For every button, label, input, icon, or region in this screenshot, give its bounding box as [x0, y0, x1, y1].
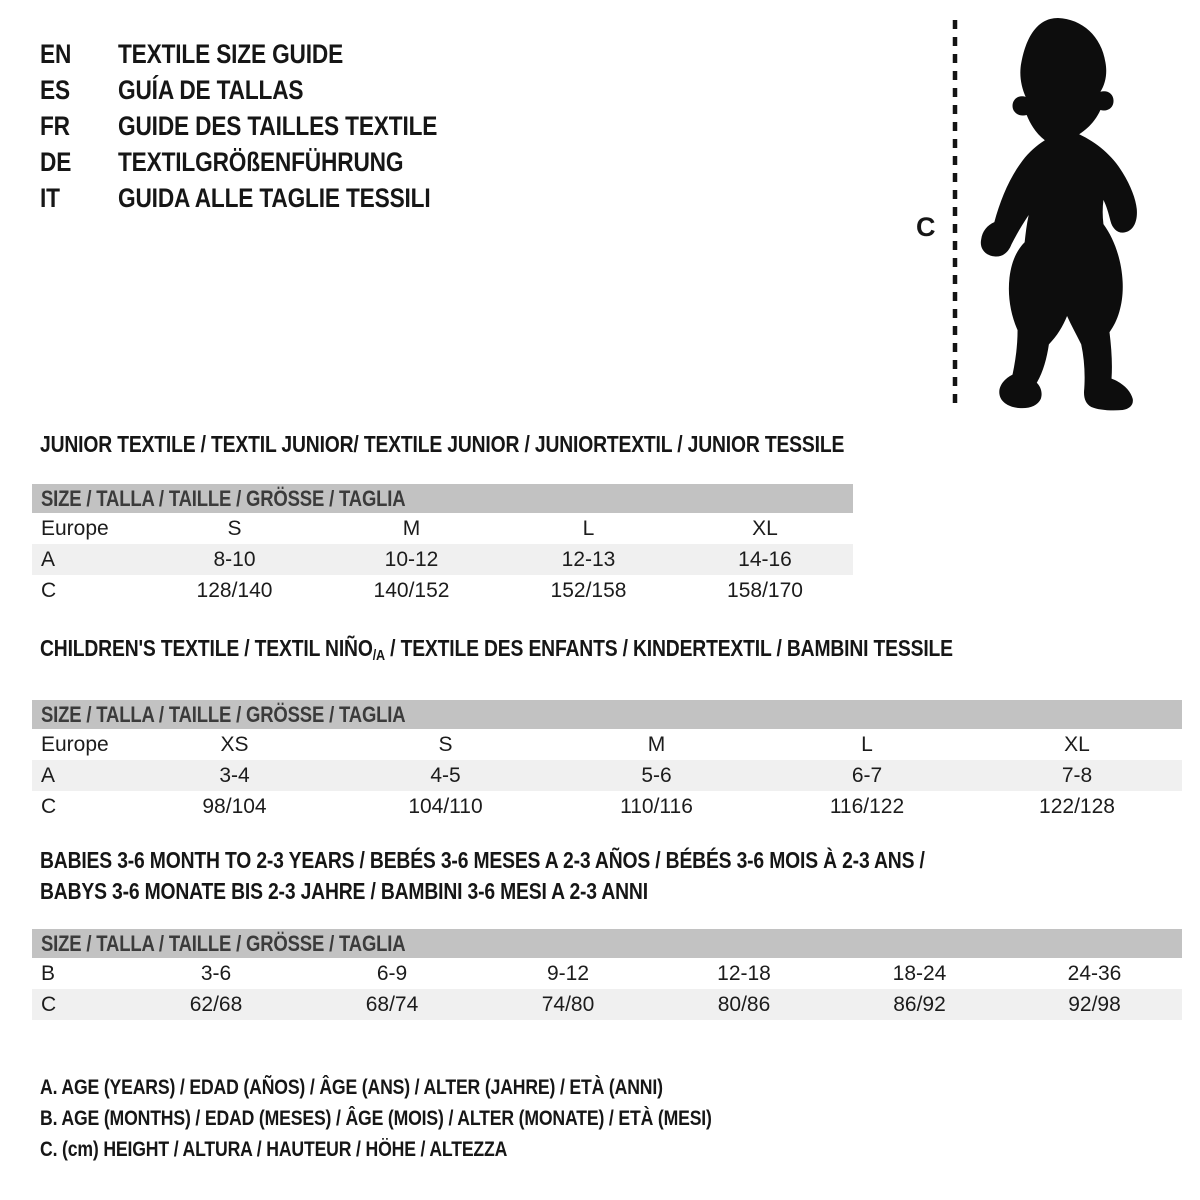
- table-row-europe: [32, 513, 853, 544]
- table-row-height: [32, 575, 853, 606]
- size-cell: L: [861, 732, 873, 756]
- size-cell: 104/110: [408, 794, 483, 818]
- legend-line-c: C. (cm) HEIGHT / ALTURA / HAUTEUR / HÖHE / ALTEZZA: [40, 1138, 508, 1161]
- size-header-label: SIZE / TALLA / TAILLE / GRÖSSE / TAGLIA: [41, 486, 406, 511]
- row-label: A: [41, 547, 56, 571]
- children-size-header-bar: [32, 700, 1182, 729]
- babies-table: [32, 958, 1182, 1020]
- lang-title: TEXTILGRÖßENFÜHRUNG: [118, 146, 404, 177]
- size-cell: XL: [1064, 732, 1090, 756]
- legend: [40, 1072, 840, 1165]
- size-cell: 110/116: [620, 794, 693, 818]
- size-cell: 4-5: [430, 763, 461, 787]
- size-cell: 8-10: [213, 547, 256, 571]
- size-cell: 122/128: [1039, 794, 1115, 818]
- row-label: C: [41, 992, 57, 1016]
- height-dashed-line: [951, 20, 959, 410]
- size-cell: 10-12: [384, 547, 439, 571]
- row-label: A: [41, 763, 56, 787]
- lang-code: ES: [40, 74, 70, 105]
- size-cell: 158/170: [727, 578, 803, 602]
- row-label: C: [41, 794, 57, 818]
- lang-title: TEXTILE SIZE GUIDE: [118, 38, 344, 69]
- size-cell: 12-13: [561, 547, 616, 571]
- size-cell: 86/92: [893, 992, 946, 1016]
- size-cell: 14-16: [738, 547, 792, 571]
- size-cell: 62/68: [189, 992, 243, 1016]
- size-cell: 116/122: [829, 794, 905, 818]
- size-cell: 12-18: [717, 961, 771, 985]
- size-cell: M: [402, 516, 421, 540]
- row-label: Europe: [41, 516, 109, 540]
- size-header-label: SIZE / TALLA / TAILLE / GRÖSSE / TAGLIA: [41, 931, 406, 956]
- lang-title: GUIDA ALLE TAGLIE TESSILI: [118, 182, 431, 213]
- size-cell: 3-6: [200, 961, 232, 985]
- babies-section-title-line2: BABYS 3-6 MONATE BIS 2-3 JAHRE / BAMBINI 3-6 MESI A 2-3 ANNI: [40, 878, 648, 904]
- size-cell: 6-9: [376, 961, 408, 985]
- size-cell: 92/98: [1068, 992, 1121, 1016]
- table-row-age: [32, 544, 853, 575]
- junior-section: [32, 432, 853, 606]
- size-cell: 3-4: [219, 763, 250, 787]
- table-row-height: [32, 791, 1182, 822]
- lang-code: EN: [40, 38, 72, 69]
- size-cell: 9-12: [546, 961, 590, 985]
- junior-size-header-bar: [32, 484, 853, 513]
- lang-code: FR: [40, 110, 70, 141]
- row-label: Europe: [41, 732, 109, 756]
- legend-line-b: B. AGE (MONTHS) / EDAD (MESES) / ÂGE (MOIS) / ALTER (MONATE) / ETÀ (MESI): [40, 1107, 712, 1130]
- babies-size-header-bar: [32, 929, 1182, 958]
- size-cell: 74/80: [541, 992, 595, 1016]
- junior-section-title: JUNIOR TEXTILE / TEXTIL JUNIOR/ TEXTILE JUNIOR / JUNIORTEXTIL / JUNIOR TESSILE: [40, 431, 845, 457]
- size-cell: 24-36: [1067, 961, 1122, 985]
- legend-line-a: A. AGE (YEARS) / EDAD (AÑOS) / ÂGE (ANS) / ALTER (JAHRE) / ETÀ (ANNI): [40, 1076, 663, 1099]
- table-row-age: [32, 760, 1182, 791]
- lang-row-it: [40, 180, 498, 216]
- size-cell: 6-7: [851, 763, 883, 787]
- size-cell: 140/152: [373, 578, 450, 602]
- children-title-sub: /A: [372, 647, 385, 664]
- size-cell: S: [227, 516, 242, 540]
- children-title-pre: CHILDREN'S TEXTILE / TEXTIL NIÑO: [40, 635, 373, 661]
- size-cell: 68/74: [365, 992, 419, 1016]
- row-label: C: [41, 578, 57, 602]
- lang-title: GUIDE DES TAILLES TEXTILE: [118, 110, 438, 141]
- junior-table: [32, 513, 853, 606]
- children-section: [32, 636, 1182, 822]
- size-cell: 80/86: [717, 992, 771, 1016]
- language-title-list: [40, 36, 498, 216]
- lang-title: GUÍA DE TALLAS: [118, 74, 304, 105]
- children-section-title: [40, 636, 953, 668]
- lang-code: DE: [40, 146, 72, 177]
- lang-row-fr: [40, 108, 498, 144]
- lang-row-es: [40, 72, 498, 108]
- babies-section-title-line1: BABIES 3-6 MONTH TO 2-3 YEARS / BEBÉS 3-6 MESES A 2-3 AÑOS / BÉBÉS 3-6 MOIS À 2-3 ANS /: [40, 847, 925, 873]
- children-title-post: / TEXTILE DES ENFANTS / KINDERTEXTIL / BAMBINI TESSILE: [384, 635, 953, 661]
- table-row-months: [32, 958, 1182, 989]
- size-cell: M: [647, 732, 666, 756]
- table-row-europe: [32, 729, 1182, 760]
- size-cell: XS: [220, 732, 249, 756]
- babies-section: [32, 845, 1182, 1020]
- height-measure-label: C: [916, 212, 936, 242]
- size-cell: 152/158: [550, 578, 627, 602]
- size-cell: XL: [752, 516, 778, 540]
- table-row-height: [32, 989, 1182, 1020]
- size-cell: 128/140: [196, 578, 273, 602]
- size-cell: S: [438, 732, 453, 756]
- size-cell: L: [582, 516, 595, 540]
- size-header-label: SIZE / TALLA / TAILLE / GRÖSSE / TAGLIA: [41, 702, 406, 727]
- baby-silhouette-icon: [973, 16, 1147, 412]
- row-label: B: [41, 961, 56, 985]
- size-cell: 5-6: [641, 763, 672, 787]
- lang-row-de: [40, 144, 498, 180]
- lang-code: IT: [40, 182, 60, 213]
- size-cell: 18-24: [892, 961, 947, 985]
- children-table: [32, 729, 1182, 822]
- lang-row-en: [40, 36, 498, 72]
- size-cell: 98/104: [202, 794, 267, 818]
- size-cell: 7-8: [1061, 763, 1093, 787]
